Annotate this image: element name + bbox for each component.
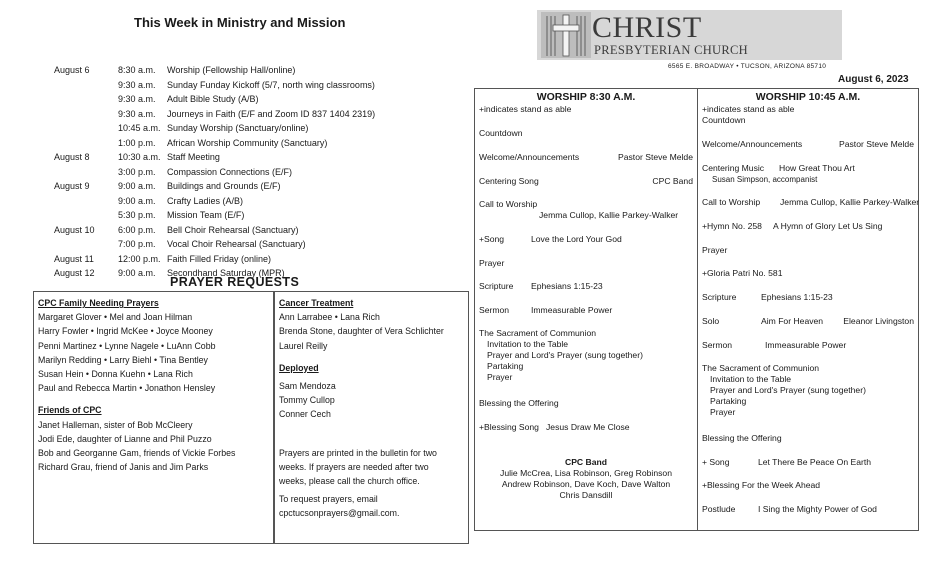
song-label: +Song <box>479 234 505 244</box>
prayer-email: cpctucsonprayers@gmail.com. <box>279 508 400 519</box>
call-leaders: Jemma Cullop, Kallie Parkey-Walker <box>780 197 920 207</box>
schedule-row <box>54 252 464 267</box>
song-title: Let There Be Peace On Earth <box>758 457 872 467</box>
prayer-name-line: Janet Halleman, sister of Bob McCleery <box>38 419 193 430</box>
blessing-song-item <box>479 422 693 433</box>
schedule-event: Staff Meeting <box>167 152 220 162</box>
logo-christ: CHRIST <box>592 11 702 44</box>
sacrament-part: Prayer <box>710 407 736 417</box>
band-members: Chris Dansdill <box>559 490 613 500</box>
postlude-item <box>702 504 914 515</box>
sacrament-part: Prayer and Lord's Prayer (sung together) <box>487 350 643 360</box>
scripture-ref: Ephesians 1:15-23 <box>761 292 833 302</box>
prayer-note-line: Prayers are printed in the bulletin for two <box>279 447 437 458</box>
schedule-row <box>54 237 464 252</box>
bulletin-date: August 6, 2023 <box>838 74 909 85</box>
schedule-event: Faith Filled Friday (online) <box>167 253 272 264</box>
schedule-event: Vocal Choir Rehearsal (Sanctuary) <box>167 239 306 249</box>
centering-label: Centering Song <box>479 176 539 186</box>
solo-performer: Eleanor Livingston <box>843 316 914 326</box>
schedule-date: August 9 <box>54 181 90 191</box>
schedule-time: 9:00 a.m. <box>118 268 156 278</box>
welcome-leader: Pastor Steve Melde <box>839 139 914 149</box>
song-item <box>479 234 693 245</box>
prayer-name-line: Laurel Reilly <box>279 340 328 351</box>
schedule-time: 5:30 p.m. <box>118 210 156 220</box>
schedule-time: 9:30 a.m. <box>118 79 156 90</box>
schedule-event: Crafty Ladies (A/B) <box>167 195 244 206</box>
scripture-item <box>702 292 914 303</box>
schedule-time: 9:30 a.m. <box>118 94 156 104</box>
schedule-row <box>54 92 464 107</box>
band-heading: CPC Band <box>564 457 608 467</box>
schedule-time: 8:30 a.m. <box>118 65 156 75</box>
sermon-item <box>479 305 693 316</box>
schedule-time: 7:00 p.m. <box>118 239 156 249</box>
prayer-name-line: Ann Larrabee • Lana Rich <box>279 312 380 323</box>
schedule-time: 9:00 a.m. <box>118 195 156 206</box>
cancer-heading: Cancer Treatment <box>279 298 354 308</box>
worship-830-title: WORSHIP 8:30 A.M. <box>536 91 636 103</box>
schedule-row <box>54 208 464 223</box>
schedule-time: 12:00 p.m. <box>118 253 161 264</box>
schedule-time: 9:00 a.m. <box>118 181 156 191</box>
prayer-family-box <box>33 291 274 544</box>
song-item <box>702 457 914 468</box>
scripture-label: Scripture <box>702 292 737 302</box>
sacrament-part: Partaking <box>710 396 747 406</box>
schedule-date: August 6 <box>54 65 90 75</box>
blessing-week: +Blessing For the Week Ahead <box>702 480 821 490</box>
schedule-row <box>54 121 464 136</box>
prayer-name-line: Bob and Georganne Gam, friends of Vickie Forbes <box>38 448 236 459</box>
call-to-worship: Call to Worship <box>479 199 538 209</box>
countdown: Countdown <box>702 115 746 125</box>
band-members: Julie McCrea, Lisa Robinson, Greg Robinson <box>500 468 672 478</box>
prayer-name-line: Tommy Cullop <box>279 395 335 406</box>
song-label: + Song <box>702 457 730 467</box>
sacrament-part: Partaking <box>487 361 524 371</box>
schedule-row <box>54 78 464 93</box>
schedule-time: 9:30 a.m. <box>118 108 156 119</box>
countdown: Countdown <box>479 128 523 138</box>
prayer-name-line: Richard Grau, friend of Janis and Jim Parks <box>38 462 209 473</box>
centering-accompanist: Susan Simpson, accompanist <box>712 175 818 184</box>
stand-note: +indicates stand as able <box>479 104 572 114</box>
worship-830-column <box>474 88 698 531</box>
postlude-title: I Sing the Mighty Power of God <box>758 504 877 514</box>
prayer-name-line: Conner Cech <box>279 409 331 420</box>
solo-item <box>702 316 914 327</box>
prayer-name-line: Margaret Glover • Mel and Joan Hilman <box>38 312 193 323</box>
postlude-label: Postlude <box>702 504 736 514</box>
schedule-row <box>54 63 464 78</box>
sermon-label: Sermon <box>702 340 733 350</box>
friends-heading: Friends of CPC <box>38 405 102 416</box>
welcome-item <box>702 139 914 150</box>
schedule-time: 10:45 a.m. <box>118 123 161 133</box>
solo-title: Aim For Heaven <box>761 316 824 326</box>
scripture-ref: Ephesians 1:15-23 <box>531 281 603 291</box>
hymn-item <box>702 221 914 232</box>
schedule-time: 3:00 p.m. <box>118 166 156 177</box>
sacrament-item: The Sacrament of Communion <box>479 328 597 338</box>
schedule-event: Journeys in Faith (E/F and Zoom ID 837 1404 2319) <box>167 108 376 119</box>
sermon-title: Immeasurable Power <box>531 305 613 315</box>
prayer-requests-title: PRAYER REQUESTS <box>170 275 300 289</box>
hymn-label: +Hymn No. 258 <box>702 221 762 231</box>
schedule-time: 1:00 p.m. <box>118 137 156 148</box>
blessing-song-label: +Blessing Song <box>479 422 539 432</box>
ministry-schedule <box>54 63 464 281</box>
schedule-event: African Worship Community (Sanctuary) <box>167 137 328 148</box>
schedule-date: August 12 <box>54 268 95 278</box>
scripture-item <box>479 281 693 292</box>
band-members: Andrew Robinson, Dave Koch, Dave Walton <box>501 479 671 489</box>
blessing-offering: Blessing the Offering <box>702 433 782 443</box>
schedule-event: Sunday Worship (Sanctuary/online) <box>167 123 309 133</box>
call-leaders: Jemma Cullop, Kallie Parkey-Walker <box>539 210 679 220</box>
welcome-label: Welcome/Announcements <box>479 152 580 162</box>
schedule-event: Worship (Fellowship Hall/online) <box>167 65 296 75</box>
prayer-name-line: Jodi Ede, daughter of Lianne and Phil Puzzo <box>38 433 212 444</box>
welcome-leader: Pastor Steve Melde <box>618 152 693 162</box>
stand-note: +indicates stand as able <box>702 104 795 114</box>
prayer-item: Prayer <box>479 258 505 268</box>
blessing-song-title: Jesus Draw Me Close <box>546 422 630 432</box>
schedule-row <box>54 223 464 238</box>
sermon-item <box>702 340 914 351</box>
prayer-name-line: Penni Martinez • Lynne Nagele • LuAnn Cobb <box>38 340 216 351</box>
call-item <box>702 197 920 208</box>
prayer-other-box <box>274 291 469 544</box>
deployed-heading: Deployed <box>279 362 319 373</box>
schedule-time: 6:00 p.m. <box>118 224 156 235</box>
prayer-name-line: Marilyn Redding • Larry Biehl • Tina Bentley <box>38 354 208 365</box>
centering-label: Centering Music <box>702 163 765 173</box>
sacrament-part: Invitation to the Table <box>710 374 792 384</box>
prayer-note-line: weeks, please call the church office. <box>279 476 420 487</box>
worship-1045-column <box>697 88 919 531</box>
welcome-label: Welcome/Announcements <box>702 139 803 149</box>
schedule-event: Secondhand Saturday (MPR) <box>167 268 285 278</box>
schedule-event: Bell Choir Rehearsal (Sanctuary) <box>167 224 299 235</box>
worship-1045-title: WORSHIP 10:45 A.M. <box>755 91 861 103</box>
song-title: Love the Lord Your God <box>531 234 622 244</box>
prayer-name-line: Sam Mendoza <box>279 381 336 392</box>
schedule-event: Adult Bible Study (A/B) <box>167 94 259 104</box>
schedule-time: 10:30 a.m. <box>118 152 161 162</box>
centering-item <box>702 163 914 174</box>
church-address: 6565 E. BROADWAY • TUCSON, ARIZONA 85710 <box>668 63 827 70</box>
sermon-title: Immeasurable Power <box>765 340 847 350</box>
ministry-title: This Week in Ministry and Mission <box>134 15 346 30</box>
prayer-note-line: weeks. If prayers are needed after two <box>279 461 429 472</box>
centering-item <box>479 176 693 187</box>
family-heading: CPC Family Needing Prayers <box>38 298 159 308</box>
sacrament-part: Invitation to the Table <box>487 339 569 349</box>
prayer-name-line: Harry Fowler • Ingrid McKee • Joyce Mooney <box>38 326 213 337</box>
sermon-label: Sermon <box>479 305 510 315</box>
prayer-name-line: Susan Hein • Donna Kuehn • Lana Rich <box>38 369 193 380</box>
sacrament-part: Prayer <box>487 372 513 382</box>
schedule-event: Buildings and Grounds (E/F) <box>167 181 281 191</box>
cross-logo-icon <box>541 12 591 58</box>
schedule-date: August 8 <box>54 152 90 162</box>
centering-title: How Great Thou Art <box>779 163 855 173</box>
sacrament-item: The Sacrament of Communion <box>702 363 820 373</box>
prayer-item: Prayer <box>702 245 728 255</box>
centering-leader: CPC Band <box>652 176 693 186</box>
schedule-row <box>54 136 464 151</box>
schedule-event: Compassion Connections (E/F) <box>167 166 293 177</box>
prayer-name-line: Paul and Rebecca Martin • Jonathon Hensley <box>38 383 216 394</box>
scripture-label: Scripture <box>479 281 514 291</box>
schedule-event: Mission Team (E/F) <box>167 210 245 220</box>
schedule-row <box>54 165 464 180</box>
schedule-date: August 11 <box>54 253 94 264</box>
sacrament-part: Prayer and Lord's Prayer (sung together) <box>710 385 866 395</box>
hymn-title: A Hymn of Glory Let Us Sing <box>773 221 883 231</box>
schedule-event: Sunday Funday Kickoff (5/7, north wing classrooms) <box>167 79 375 90</box>
prayer-name-line: Brenda Stone, daughter of Vera Schlichter <box>279 326 444 337</box>
call-label: Call to Worship <box>702 197 761 207</box>
logo-presbyterian-church: PRESBYTERIAN CHURCH <box>594 43 748 57</box>
welcome-item <box>479 152 693 163</box>
schedule-row <box>54 179 464 194</box>
schedule-row <box>54 150 464 165</box>
prayer-request-line: To request prayers, email <box>279 494 378 505</box>
blessing-offering: Blessing the Offering <box>479 398 559 408</box>
schedule-row <box>54 194 464 209</box>
gloria-patri: +Gloria Patri No. 581 <box>702 268 783 278</box>
solo-label: Solo <box>702 316 720 326</box>
schedule-date: August 10 <box>54 224 95 235</box>
schedule-row <box>54 107 464 122</box>
